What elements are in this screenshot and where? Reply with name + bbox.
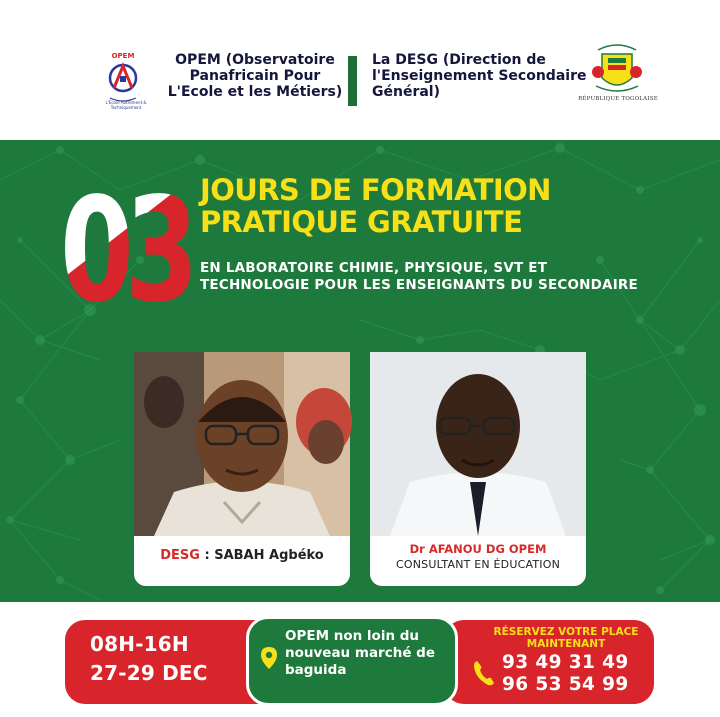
speaker-right-name: Dr AFANOU DG OPEM bbox=[409, 542, 547, 556]
location-pin-icon bbox=[260, 646, 278, 670]
subheadline: EN LABORATOIRE CHIMIE, PHYSIQUE, SVT ET TECHNOLOGIE POUR LES ENSEIGNANTS DU SECONDAIRE bbox=[200, 260, 638, 293]
speaker-card-left bbox=[134, 352, 350, 586]
header-divider bbox=[348, 56, 357, 106]
phone-number-2[interactable]: 96 53 54 99 bbox=[502, 674, 629, 695]
opem-title: OPEM (Observatoire Panafricain Pour L'Ecole et les Métiers) bbox=[167, 52, 343, 100]
svg-text:OPEM: OPEM bbox=[111, 52, 135, 60]
reservation-label: RÉSERVEZ VOTRE PLACE MAINTENANT bbox=[493, 626, 639, 650]
schedule-text bbox=[90, 630, 260, 688]
togo-caption: RÉPUBLIQUE TOGOLAISE bbox=[578, 96, 658, 102]
speaker-photo-left bbox=[134, 352, 350, 536]
headline-line-2: PRATIQUE GRATUITE bbox=[200, 205, 523, 239]
location-text: OPEM non loin du nouveau marché de baguida bbox=[285, 628, 435, 678]
speaker-left-role: DESG bbox=[160, 548, 200, 563]
header bbox=[0, 0, 720, 140]
speaker-right-title: CONSULTANT EN ÉDUCATION bbox=[396, 558, 560, 571]
schedule-time: 08H-16H bbox=[90, 632, 189, 656]
phone-number-1[interactable]: 93 49 31 49 bbox=[502, 652, 629, 673]
headline-line-1: JOURS DE FORMATION bbox=[200, 173, 551, 207]
phone-icon bbox=[472, 658, 496, 688]
opem-logo-icon bbox=[100, 50, 146, 106]
speaker-caption-right bbox=[370, 542, 586, 571]
footer bbox=[0, 602, 720, 717]
desg-title: La DESG (Direction de l'Enseignement Secondaire Général) bbox=[372, 52, 587, 100]
opem-logo-tagline: L'École Autrement & Techniquement bbox=[105, 100, 147, 110]
big-number-graphic bbox=[58, 178, 192, 308]
speaker-photo-right bbox=[370, 352, 586, 536]
speaker-caption-left bbox=[134, 548, 350, 563]
speaker-left-separator: : bbox=[199, 548, 215, 563]
schedule-dates: 27-29 DEC bbox=[90, 661, 208, 685]
banner bbox=[0, 140, 720, 602]
speaker-left-name: SABAH Agbéko bbox=[214, 548, 324, 563]
headline bbox=[200, 174, 680, 238]
speaker-card-right bbox=[370, 352, 586, 586]
phone-numbers bbox=[502, 652, 652, 696]
